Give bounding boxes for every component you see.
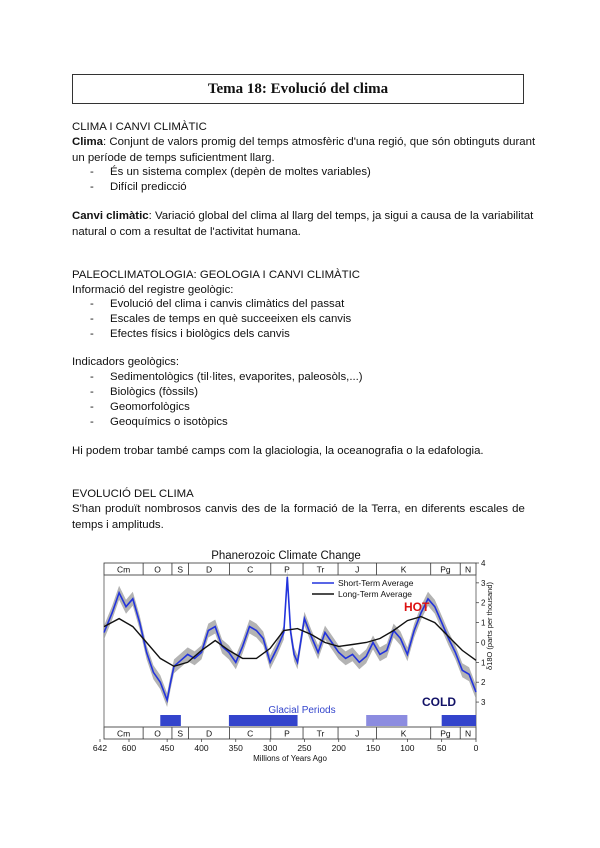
- y-tick-label: 1: [481, 618, 486, 628]
- x-tick-label: 250: [297, 743, 312, 753]
- x-tick-label: 100: [400, 743, 415, 753]
- list-item: - És un sistema complex (depèn de moltes variables): [90, 166, 371, 178]
- list-item: - Escales de temps en què succeeixen els canvis: [90, 313, 352, 325]
- period-label: K: [400, 728, 407, 739]
- glacial-period-bar: [229, 715, 298, 726]
- glacial-period-bar: [442, 715, 476, 726]
- list-item: - Sedimentològics (til·lites, evaporites, paleosòls,...): [90, 371, 363, 383]
- canvi-definition-line2: natural o com a resultat de l'activitat humana.: [72, 226, 301, 238]
- period-label: K: [400, 564, 407, 575]
- chart-title: Phanerozoic Climate Change: [211, 550, 361, 562]
- x-tick-label: 450: [160, 743, 175, 753]
- period-label: J: [355, 728, 360, 739]
- period-label: Cm: [116, 564, 131, 575]
- period-label: N: [465, 728, 472, 739]
- list-item: - Geoquímics o isotòpics: [90, 416, 228, 428]
- section-heading-clima: CLIMA I CANVI CLIMÀTIC: [72, 121, 207, 133]
- list-item: - Evolució del clima i canvis climàtics del passat: [90, 298, 345, 310]
- y-tick-label: 3: [481, 578, 486, 588]
- period-label: P: [284, 728, 290, 739]
- cold-label: COLD: [422, 695, 456, 709]
- period-label: C: [247, 564, 254, 575]
- y-tick-label: 2: [481, 678, 486, 688]
- section-heading-paleo: PALEOCLIMATOLOGIA: GEOLOGIA I CANVI CLIMÀTIC: [72, 269, 361, 281]
- title-box: [72, 74, 524, 104]
- legend-label-short: Short-Term Average: [338, 578, 414, 588]
- period-label: J: [355, 564, 360, 575]
- clima-definition-line2: un període de temps suficientment llarg.: [72, 152, 275, 164]
- list-item: - Difícil predicció: [90, 181, 187, 193]
- glacial-period-bar: [366, 715, 407, 726]
- period-label: S: [177, 564, 184, 575]
- section-heading-evolucio: EVOLUCIÓ DEL CLIMA: [72, 488, 194, 500]
- period-label: O: [154, 728, 161, 739]
- period-label: N: [465, 564, 472, 575]
- legend-label-long: Long-Term Average: [338, 589, 413, 599]
- period-label: D: [205, 728, 213, 739]
- hot-label: HOT: [404, 600, 430, 614]
- list-item: - Efectes físics i biològics dels canvis: [90, 328, 290, 340]
- evolucio-para-line1: S'han produït nombrosos canvis des de la formació de la Terra, en diferents escales de: [72, 503, 525, 515]
- y-tick-label: 1: [481, 658, 486, 668]
- paleo-intro: Informació del registre geològic:: [72, 284, 234, 296]
- period-label: Cm: [116, 728, 131, 739]
- x-tick-label: 400: [194, 743, 209, 753]
- y-tick-label: 3: [481, 698, 486, 708]
- period-label: Tr: [316, 564, 325, 575]
- x-tick-label: 642: [92, 743, 108, 753]
- list-item: - Geomorfològics: [90, 401, 190, 413]
- period-label: Pg: [440, 564, 451, 575]
- x-tick-label: 350: [228, 743, 243, 753]
- y-tick-label: 2: [481, 598, 486, 608]
- y-tick-label: 0: [481, 638, 486, 648]
- period-label: Pg: [440, 728, 451, 739]
- canvi-definition-line1: Canvi climàtic: Variació global del clima al llarg del temps, ja sigui a causa de la variabilitat: [72, 210, 534, 222]
- evolucio-para-line2: temps i amplituds.: [72, 519, 164, 531]
- y-tick-label: 4: [481, 559, 486, 568]
- page-title: Tema 18: Evolució del clima: [207, 80, 389, 97]
- short-term-series-line: [104, 577, 476, 700]
- x-tick-label: 600: [121, 743, 137, 753]
- canvi-term: Canvi climàtic: [72, 210, 149, 222]
- period-label: P: [284, 564, 290, 575]
- paleo-closing: Hi podem trobar també camps com la glaciologia, la oceanografia o la edafologia.: [72, 445, 484, 457]
- x-tick-label: 150: [365, 743, 381, 753]
- period-label: D: [205, 564, 213, 575]
- indicators-label: Indicadors geològics:: [72, 356, 180, 368]
- glacial-periods-label: Glacial Periods: [268, 705, 336, 716]
- list-item: - Biològics (fòssils): [90, 386, 198, 398]
- phanerozoic-climate-chart: [88, 540, 498, 765]
- period-label: O: [154, 564, 161, 575]
- period-label: Tr: [316, 728, 325, 739]
- x-tick-label: 0: [473, 743, 479, 753]
- clima-term: Clima: [72, 136, 104, 148]
- x-tick-label: 200: [331, 743, 346, 753]
- x-tick-label: 300: [263, 743, 278, 753]
- x-tick-label: 50: [436, 743, 447, 753]
- period-label: S: [177, 728, 184, 739]
- x-axis-label: Millions of Years Ago: [253, 754, 327, 763]
- period-label: C: [247, 728, 254, 739]
- y-axis-label: δ18O (parts per thousand): [485, 582, 494, 670]
- uncertainty-band: [104, 570, 476, 707]
- clima-definition-line1: Clima: Conjunt de valors promig del temps atmosfèric d'una regió, que són obtinguts durant: [72, 136, 536, 148]
- glacial-period-bar: [160, 715, 181, 726]
